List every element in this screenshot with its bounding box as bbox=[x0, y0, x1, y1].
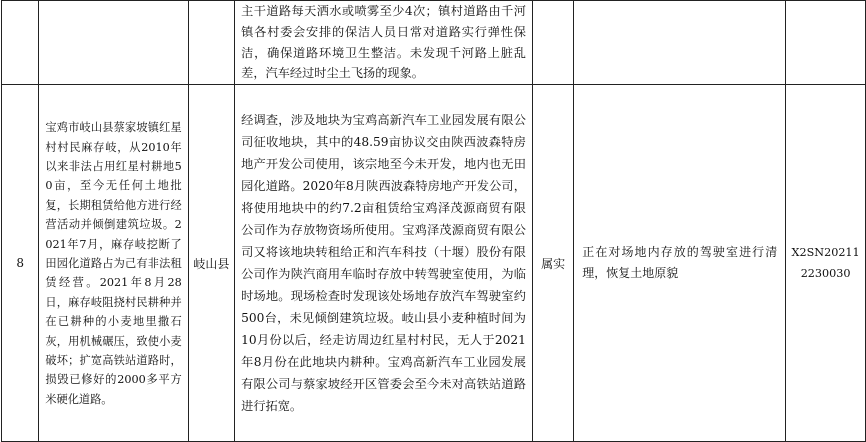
cell-index: 8 bbox=[2, 85, 39, 442]
cell-area-previous bbox=[188, 1, 234, 85]
cell-issue: 宝鸡市岐山县蔡家坡镇红星村村民麻存岐，从2010年以来非法占用红星村耕地50亩，至今无任何土地批复，长期租赁给他方进行经营活动并倾倒建筑垃圾。2021年7月，麻存岐挖断了田园化道路占为己有非法租赁经营。2021年8月28日，麻存岐阻挠村民耕种并在已耕种的小麦地里撒石灰，用机械碾压，致使小麦破坏；扩宽高铁站道路时，损毁已修好的2000多平方米硬化道路。 bbox=[39, 85, 188, 442]
cell-finding-previous: 主干道路每天洒水或喷雾至少4次；镇村道路由千河镇各村委会安排的保洁人员日常对道路实行弹性保洁，确保道路环境卫生整洁。未发现千河路上脏乱差，汽车经过时尘土飞扬的现象。 bbox=[235, 1, 533, 85]
cell-code-previous bbox=[786, 1, 866, 85]
petition-table bbox=[1, 0, 866, 442]
table-row-8 bbox=[2, 85, 866, 442]
cell-rectification-previous bbox=[574, 1, 786, 85]
cell-finding: 经调查，涉及地块为宝鸡高新汽车工业园发展有限公司征收地块，其中的48.59亩协议交由陕西波森特房地产开发公司使用，该宗地至今未开发，地内也无田园化道路。2020年8月陕西波森特房地产开发公司，将使用地块中的约7.2亩租赁给宝鸡泽茂源商贸有限公司作为存放物资场所使用。宝鸡泽茂源商贸有限公司又将该地块转租给正和汽车科技（十堰）股份有限公司作为陕汽商用车临时存放中转驾驶室使用，为临时场地。现场检查时发现该处场地存放汽车驾驶室约500台，未见倾倒建筑垃圾。岐山县小麦种植时间为10月份以后，经走访周边红星村村民，无人于2021年8月份在此地块内耕种。宝鸡高新汽车工业园发展有限公司与蔡家坡经开区管委会至今未对高铁站道路进行拓宽。 bbox=[235, 85, 533, 442]
cell-code: X2SN202112230030 bbox=[786, 85, 866, 442]
cell-verified-previous bbox=[532, 1, 573, 85]
cell-area: 岐山县 bbox=[188, 85, 234, 442]
table-row-previous bbox=[2, 1, 866, 85]
cell-index-previous bbox=[2, 1, 39, 85]
cell-verified: 属实 bbox=[532, 85, 573, 442]
cell-rectification: 正在对场地内存放的驾驶室进行清理，恢复土地原貌 bbox=[574, 85, 786, 442]
cell-issue-previous bbox=[39, 1, 188, 85]
